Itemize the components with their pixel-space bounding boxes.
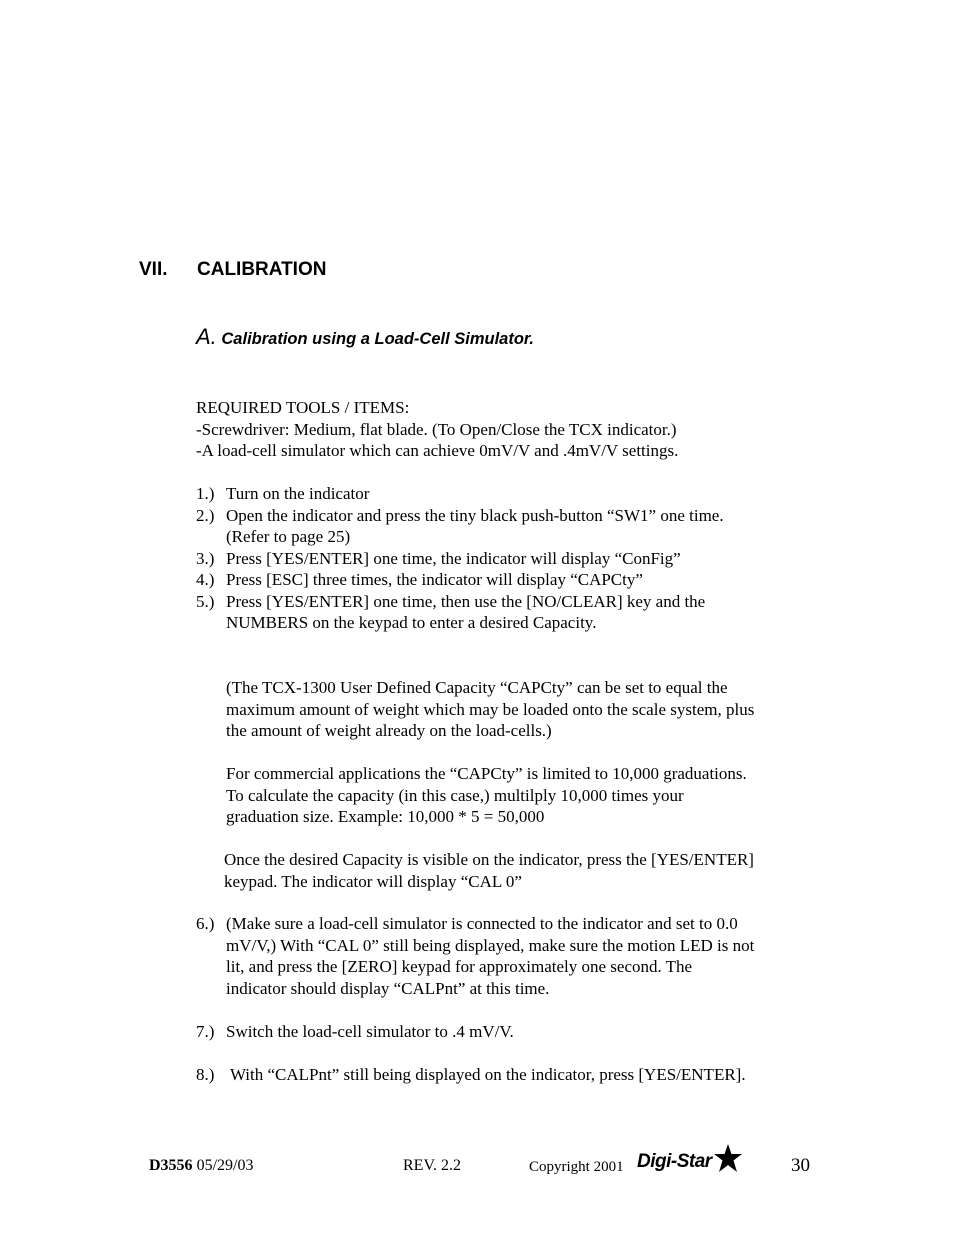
step-5 (196, 591, 724, 634)
footer-doc-ref (149, 1157, 253, 1175)
note-paragraph-1 (226, 677, 754, 742)
note-line: keypad. The indicator will display “CAL 0” (224, 871, 522, 891)
step-number: 1.) (196, 484, 215, 503)
page-number: 30 (791, 1155, 810, 1176)
section-number: VII. (139, 259, 168, 280)
step-text: With “CALPnt” still being displayed on the indicator, press [YES/ENTER]. (226, 1065, 746, 1084)
step-text: Press [YES/ENTER] one time, then use the [NO/CLEAR] key and the (226, 591, 706, 611)
step-number: 3.) (196, 548, 215, 568)
tools-block (196, 397, 678, 462)
step-text: Press [YES/ENTER] one time, the indicator will display “ConFig” (226, 548, 681, 568)
section-title: CALIBRATION (197, 259, 327, 280)
step-text: Open the indicator and press the tiny black push-button “SW1” one time. (226, 505, 724, 525)
note-paragraph-3 (224, 849, 754, 892)
tools-heading: REQUIRED TOOLS / ITEMS: (196, 398, 410, 417)
star-icon (710, 1143, 742, 1175)
step-number: 6.) (196, 914, 215, 933)
step-7 (196, 1021, 514, 1043)
tools-item: -Screwdriver: Medium, flat blade. (To Open/Close the TCX indicator.) (196, 419, 677, 439)
note-line: graduation size. Example: 10,000 * 5 = 50,000 (226, 807, 545, 826)
note-line: the amount of weight already on the load-cells.) (226, 721, 552, 740)
step-text: (Make sure a load-cell simulator is connected to the indicator and set to 0.0 (226, 914, 738, 933)
step-2 (196, 505, 724, 548)
note-paragraph-2 (226, 763, 747, 828)
footer-date: 05/29/03 (192, 1157, 254, 1174)
step-text: Switch the load-cell simulator to .4 mV/V. (226, 1022, 514, 1041)
step-text: Turn on the indicator (226, 484, 370, 503)
step-4 (196, 569, 724, 591)
step-text: Press [ESC] three times, the indicator will display “CAPCty” (226, 570, 643, 589)
subsection-heading (196, 324, 534, 350)
step-8 (196, 1064, 746, 1086)
logo-wordmark: Digi-Star (637, 1151, 712, 1172)
footer-copyright: Copyright 2001 (529, 1159, 624, 1175)
note-line: To calculate the capacity (in this case,) multilply 10,000 times your (226, 785, 684, 805)
subsection-letter: A. (196, 324, 217, 349)
tools-item: -A load-cell simulator which can achieve 0mV/V and .4mV/V settings. (196, 441, 679, 460)
step-text-cont: lit, and press the [ZERO] keypad for approximately one second. The (226, 957, 693, 976)
digi-star-logo (637, 1143, 742, 1177)
footer-doc-id: D3556 (149, 1157, 193, 1174)
step-6 (196, 913, 754, 999)
steps-block-1 (196, 483, 724, 634)
note-line: Once the desired Capacity is visible on the indicator, press the [YES/ENTER] (224, 850, 754, 869)
step-number: 8.) (196, 1065, 215, 1084)
step-number: 2.) (196, 505, 215, 525)
step-text-cont: NUMBERS on the keypad to enter a desired Capacity. (226, 613, 597, 632)
footer-revision: REV. 2.2 (403, 1157, 461, 1174)
step-text-cont: mV/V,) With “CAL 0” still being displayed, make sure the motion LED is not (226, 935, 755, 955)
step-text-cont: indicator should display “CALPnt” at this time. (226, 978, 550, 998)
step-1 (196, 483, 724, 505)
step-3 (196, 548, 724, 570)
step-number: 7.) (196, 1022, 215, 1041)
step-text-cont: (Refer to page 25) (226, 527, 351, 546)
step-number: 4.) (196, 570, 215, 589)
note-line: maximum amount of weight which may be loaded onto the scale system, plus (226, 699, 755, 719)
subsection-title: Calibration using a Load-Cell Simulator. (221, 330, 535, 348)
note-line: For commercial applications the “CAPCty” is limited to 10,000 graduations. (226, 764, 747, 783)
note-line: (The TCX-1300 User Defined Capacity “CAPCty” can be set to equal the (226, 678, 728, 697)
step-number: 5.) (196, 591, 215, 611)
